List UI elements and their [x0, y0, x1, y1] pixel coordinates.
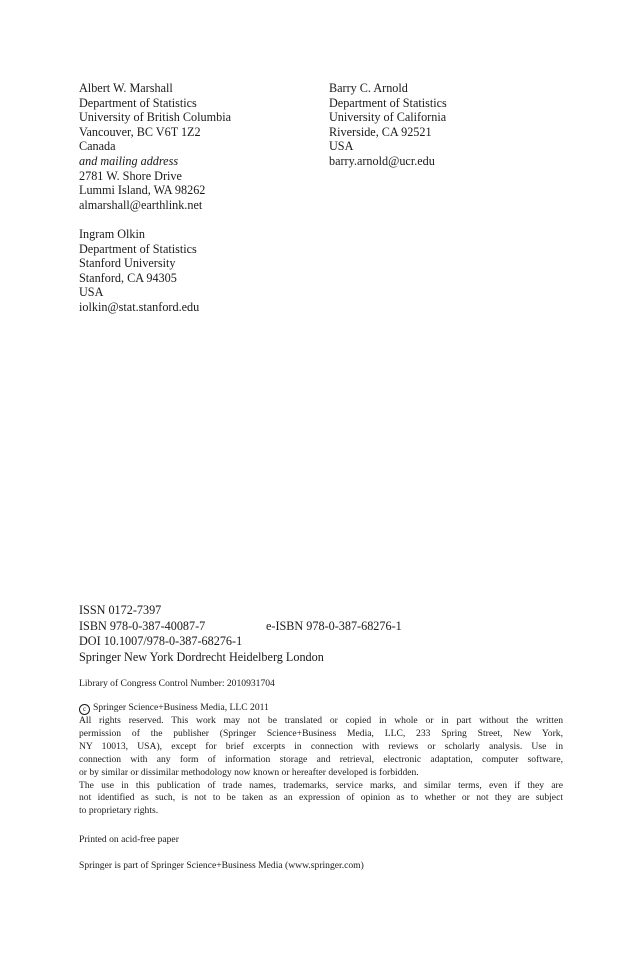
rights-paragraph	[79, 715, 563, 780]
isbn-row	[79, 619, 569, 635]
author-country: Canada	[79, 139, 116, 154]
trade-line: not identified as such, is not to be taken as an expression of opinion as to whether or not they are subject	[79, 792, 563, 804]
doi: DOI 10.1007/978-0-387-68276-1	[79, 634, 243, 649]
issn: ISSN 0172-7397	[79, 603, 162, 617]
author-university: University of California	[329, 110, 447, 125]
publication-info	[79, 603, 569, 665]
author-name: Ingram Olkin	[79, 227, 146, 241]
author-university: University of British Columbia	[79, 110, 231, 125]
rights-line: connection with any form of information storage and retrieval, electronic adaptation, computer software,	[79, 753, 563, 765]
mailing-city: Lummi Island, WA 98262	[79, 183, 206, 198]
library-of-congress-number: Library of Congress Control Number: 2010931704	[79, 678, 275, 689]
copyright-holder: Springer Science+Business Media, LLC 2011	[93, 702, 269, 713]
trade-line: to proprietary rights.	[79, 805, 159, 817]
mailing-address-label: and mailing address	[79, 153, 179, 168]
rights-line: NY 10013, USA), except for brief excerpts in connection with reviews or scholarly analysis. Use in	[79, 740, 563, 752]
author-email: barry.arnold@ucr.edu	[329, 153, 435, 168]
author-department: Department of Statistics	[79, 241, 197, 256]
trade-line: The use in this publication of trade names, trademarks, service marks, and similar terms, even if they are	[79, 779, 563, 791]
rights-line: or by similar or dissimilar methodology now known or hereafter developed is forbidden.	[79, 766, 419, 778]
author-city: Vancouver, BC V6T 1Z2	[79, 124, 201, 139]
isbn: ISBN 978-0-387-40087-7	[79, 618, 206, 633]
copyright-icon: c	[79, 704, 90, 715]
e-isbn: e-ISBN 978-0-387-68276-1	[266, 618, 402, 633]
trade-names-paragraph	[79, 780, 563, 819]
springer-part-note: Springer is part of Springer Science+Business Media (www.springer.com)	[79, 860, 364, 871]
mailing-street: 2781 W. Shore Drive	[79, 168, 182, 183]
copyright-notice	[79, 702, 563, 818]
copyright-holder-line	[79, 702, 563, 715]
author-name: Barry C. Arnold	[329, 81, 408, 95]
rights-line: All rights reserved. This work may not be translated or copied in whole or in part without the written	[79, 715, 563, 726]
author-name: Albert W. Marshall	[79, 81, 173, 95]
author-country: USA	[79, 285, 104, 300]
author-address-marshall	[79, 81, 231, 212]
author-address-olkin	[79, 227, 199, 315]
author-country: USA	[329, 139, 354, 154]
rights-line: permission of the publisher (Springer Science+Business Media, LLC, 233 Spring Street, New York,	[79, 727, 563, 739]
author-department: Department of Statistics	[329, 95, 447, 110]
author-university: Stanford University	[79, 256, 176, 271]
author-city: Riverside, CA 92521	[329, 124, 432, 139]
author-address-arnold	[329, 81, 447, 169]
publisher-cities: Springer New York Dordrecht Heidelberg London	[79, 649, 324, 664]
author-email: iolkin@stat.stanford.edu	[79, 299, 200, 314]
printed-on-note: Printed on acid-free paper	[79, 834, 179, 845]
author-email: almarshall@earthlink.net	[79, 197, 203, 212]
author-city: Stanford, CA 94305	[79, 270, 177, 285]
author-department: Department of Statistics	[79, 95, 197, 110]
